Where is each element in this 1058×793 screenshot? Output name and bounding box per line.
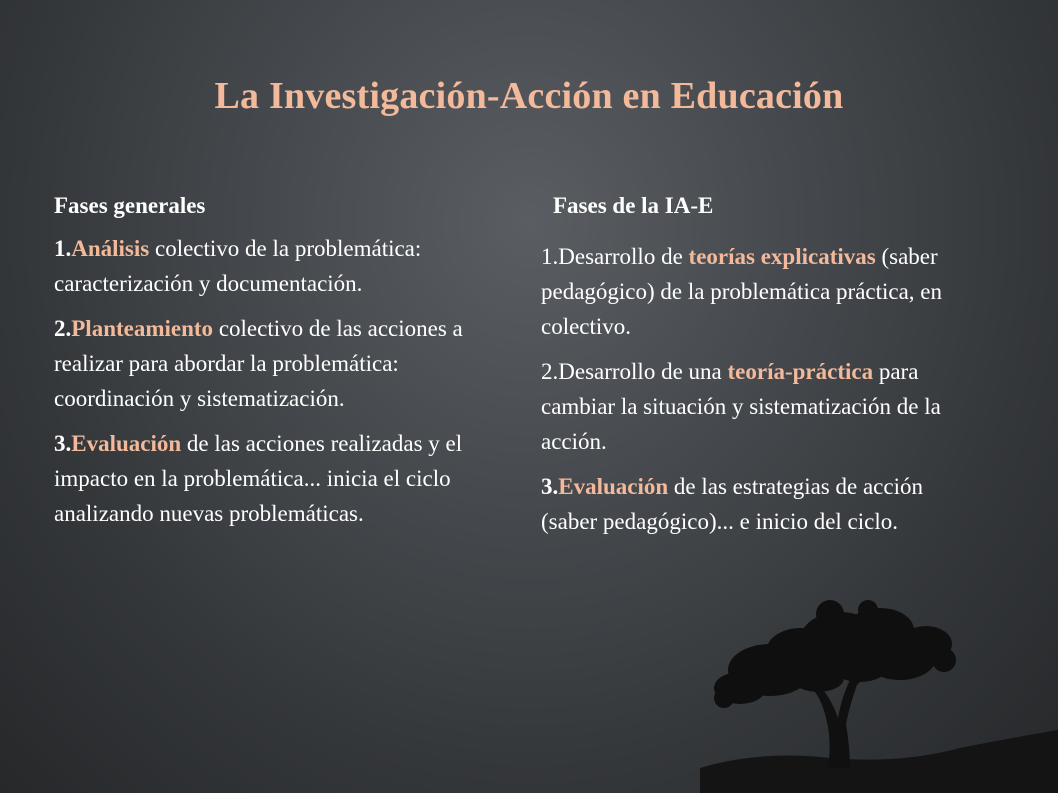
right-item-2-text: para cambiar la situación y sistematización de la acción. (541, 359, 941, 454)
left-item-3-keyword: Evaluación (71, 431, 182, 456)
right-item-1-pre: Desarrollo de (558, 244, 689, 269)
left-item-3 (54, 426, 474, 531)
right-column (541, 188, 981, 549)
left-item-2-number: 2. (54, 316, 72, 341)
left-item-3-number: 3. (54, 431, 72, 456)
right-item-2-number: 2. (541, 359, 559, 384)
left-item-1-keyword: Análisis (71, 236, 150, 261)
right-item-1-number: 1. (541, 244, 559, 269)
left-item-1 (54, 231, 474, 301)
left-column (54, 188, 474, 541)
right-item-3-keyword: Evaluación (558, 474, 669, 499)
right-item-3 (541, 469, 981, 539)
left-item-1-number: 1. (54, 236, 72, 261)
right-item-3-number: 3. (541, 474, 559, 499)
right-item-2 (541, 354, 981, 459)
right-item-2-keyword: teoría-práctica (727, 359, 874, 384)
right-item-1-text: (saber pedagógico) de la problemática práctica, en colectivo. (541, 244, 943, 339)
left-item-1-text: colectivo de la problemática: caracterización y documentación. (54, 236, 422, 296)
tree-silhouette-icon (700, 600, 1058, 793)
left-item-2-text: colectivo de las acciones a realizar para abordar la problemática: coordinación y sistematización. (54, 316, 463, 411)
left-column-heading: Fases generales (54, 193, 206, 218)
left-item-3-text: de las acciones realizadas y el impacto en la problemática... inicia el ciclo analizando nuevas problemáticas. (54, 431, 463, 526)
left-item-2-keyword: Planteamiento (71, 316, 214, 341)
left-item-2 (54, 311, 474, 416)
right-item-3-text: de las estrategias de acción (saber pedagógico)... e inicio del ciclo. (541, 474, 923, 534)
right-item-1 (541, 239, 981, 344)
right-item-1-keyword: teorías explicativas (688, 244, 876, 269)
slide-title: La Investigación-Acción en Educación (214, 75, 844, 117)
right-item-2-pre: Desarrollo de una (558, 359, 728, 384)
right-column-heading: Fases de la IA-E (553, 193, 714, 218)
